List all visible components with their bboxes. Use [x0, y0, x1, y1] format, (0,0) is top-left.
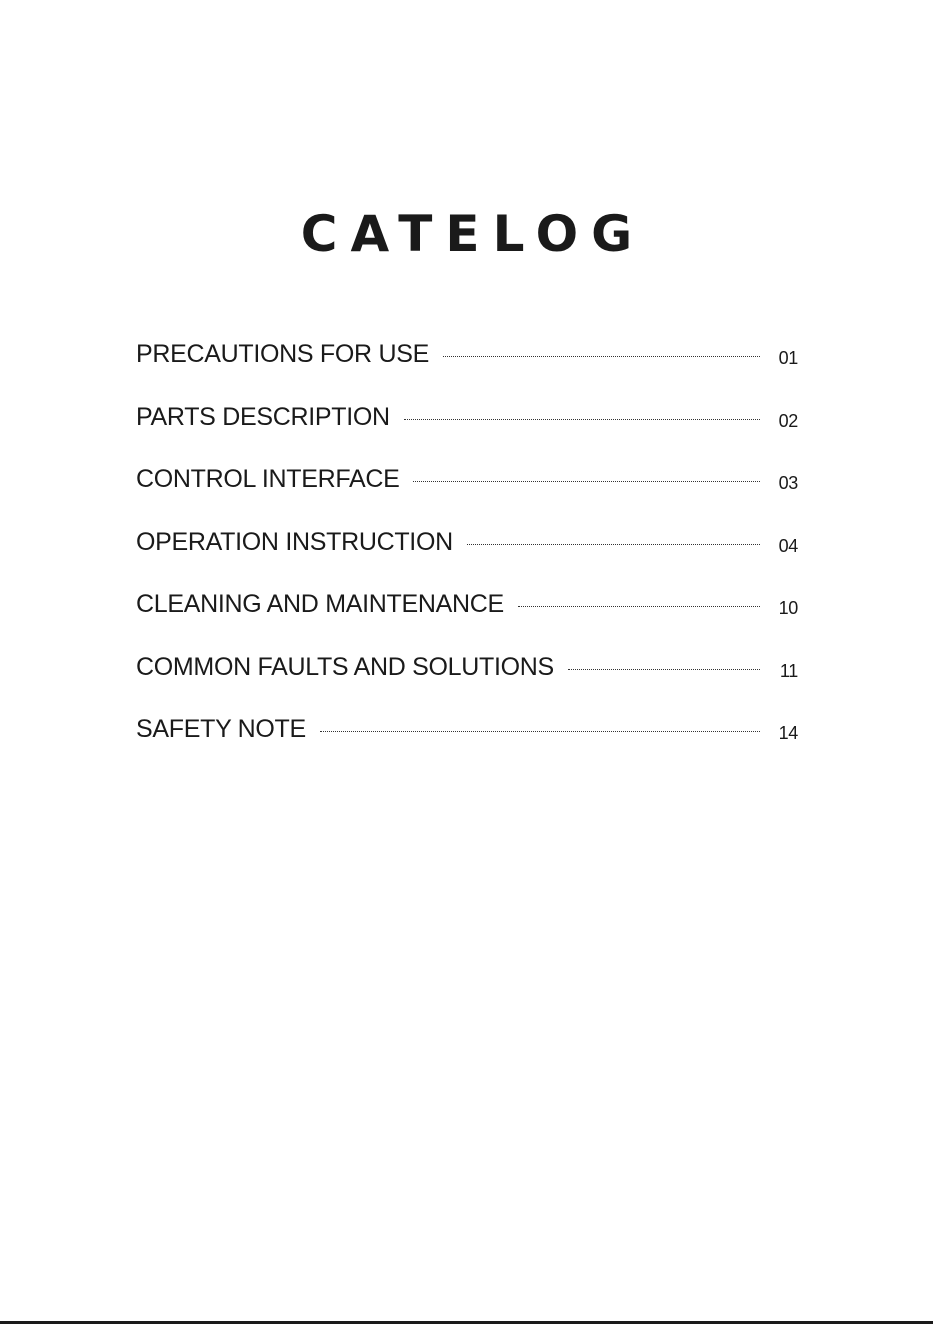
- toc-entry-page-number: 14: [778, 723, 798, 743]
- toc-entry-label: PARTS DESCRIPTION: [136, 402, 390, 431]
- page-title: CATELOG: [300, 205, 646, 263]
- toc-entry-page-number: 10: [778, 598, 798, 618]
- toc-dot-leader: [320, 731, 760, 732]
- toc-entry-parts-description: [136, 403, 798, 466]
- toc-entry-page-number: 04: [778, 535, 798, 556]
- toc-entry-label: OPERATION INSTRUCTION: [136, 527, 453, 556]
- toc-entry-label: CLEANING AND MAINTENANCE: [136, 590, 504, 618]
- toc-dot-leader: [518, 606, 760, 607]
- toc-dot-leader: [443, 356, 760, 357]
- toc-entry-label: CONTROL INTERFACE: [136, 465, 400, 493]
- toc-entry-label: PRECAUTIONS FOR USE: [136, 340, 429, 368]
- toc-dot-leader: [404, 419, 760, 420]
- toc-entry-page-number: 03: [778, 473, 798, 493]
- toc-entry-page-number: 01: [778, 348, 798, 368]
- toc-dot-leader: [467, 544, 760, 545]
- toc-entry-page-number: 02: [778, 410, 798, 431]
- toc-dot-leader: [568, 669, 760, 670]
- toc-entry-page-number: 11: [779, 660, 798, 681]
- toc-entry-label: SAFETY NOTE: [136, 715, 306, 743]
- toc-entry-control-interface: [136, 465, 798, 528]
- toc-entry-common-faults: [136, 653, 798, 716]
- toc-dot-leader: [413, 481, 760, 482]
- toc-entry-operation-instruction: [136, 528, 798, 591]
- toc-entry-cleaning-maintenance: [136, 590, 798, 653]
- toc-entry-safety-note: [136, 715, 798, 778]
- toc-entry-label: COMMON FAULTS AND SOLUTIONS: [136, 652, 554, 681]
- toc-entry-precautions: [136, 340, 798, 403]
- table-of-contents: [136, 340, 798, 778]
